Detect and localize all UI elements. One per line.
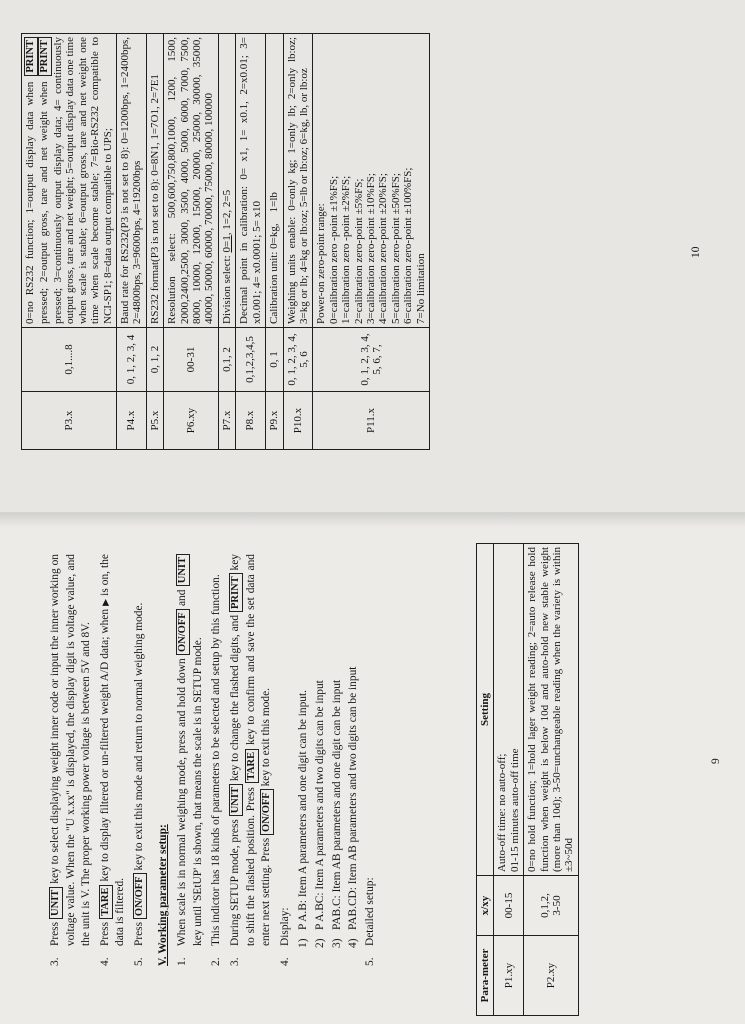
header-value: x/xy (477, 876, 494, 936)
setup-item-4: 4. Display: (278, 907, 291, 966)
setting-cell: Baud rate for RS232(P3 is not set to 8): 0=1200bps, 1=2400bps, 2=4800bps, 3=9600bps, 4=19200bps (117, 34, 147, 328)
section-title: V. Working parameter setup: (156, 824, 169, 966)
table-row (524, 544, 579, 1016)
value-cell: 00-31 (164, 328, 219, 392)
table-row (283, 34, 313, 450)
tare-key-label: TARE (99, 885, 113, 919)
table-row (22, 34, 117, 450)
header-setting: Setting (477, 544, 494, 876)
print-key-label: PRINT (38, 37, 52, 76)
param-cell: P9.x (266, 392, 283, 450)
setting-cell: 0=no hold function; 1=hold lager weight reading; 2=auto release hold function when weight is below 10d and auto-hold new stable weight (more than 10d); 3-50=unchangeable reading when the variety is within ±3~50d (524, 544, 579, 876)
param-cell: P3.x (22, 392, 117, 450)
instruction-item-5: 5. Press ON/OFF key to exit this mode and return to normal weighing mode. (132, 602, 145, 966)
table-row (313, 34, 430, 450)
setting-cell: Auto-off time: no auto-off; 01-15 minutes auto-off time (494, 544, 524, 876)
setting-cell: Division select: 0=1, 1=2, 2=5 (218, 34, 235, 328)
value-cell: 0, 1, 2, 3, 4, 5, 6, 7, (313, 328, 430, 392)
value-cell: 0,1,2, 3-50 (524, 876, 579, 936)
param-cell: P4.x (117, 392, 147, 450)
value-cell: 00-15 (494, 876, 524, 936)
setup-item-5: 5. Detailed setup: (363, 877, 376, 966)
display-subitem: 3) PAB.C: Item AB parameters and one digit can be input (330, 679, 343, 948)
setup-item-3: 3. During SETUP mode, press UNIT key to change the flashed digits, and PRINT key to shift the flashed position. Press TARE key to confirm and save the set data and enter next setting. Press ON/OFF key to exit this mode. (228, 554, 273, 966)
instruction-item-4: 4. Press TARE key to display filtered or un-filtered weight A/D data; when ▶ is on, the data is filtered. (98, 554, 127, 966)
setup-item-1: 1. When scale is in normal weighing mode, press and hold down ON/OFF and UNIT key until 'SEtUP' is shown, that means the scale is in SETUP mode. (175, 554, 206, 966)
tare-key-label: TARE (245, 749, 259, 783)
instructions-block (48, 554, 381, 966)
parameter-table-left (476, 543, 579, 1016)
value-cell: 0,1, 2 (218, 328, 235, 392)
header-parameter: Para-meter (477, 936, 494, 1016)
setting-cell: Resolution select: 500,600,750,800,1000, 1200, 1500, 2000,2400,2500, 3000, 3500, 4000, 5000, 6000, 7000, 7500, 8000, 10000, 12000, 15000, 20000, 25000, 30000, 35000, 40000, 50000, 60000, 70000, 75000, 80000, 100000 (164, 34, 219, 328)
page-number: 9 (710, 758, 722, 764)
table-row (266, 34, 283, 450)
setting-cell: 0=no RS232 function; 1=output display data when PRINT pressed; 2=output gross, tare and net weight when PRINT pressed; 3=continuously output display data; 4= continuously output gross, tare and net weight; 5=output display data one time when scale is stable; 6=output gross, tare and net weight one time when scale become stable; 7=Bio-RS232 compatible to NCI-SP1; 8=data output compatible to UPS; (22, 34, 117, 328)
value-cell: 0, 1 (266, 328, 283, 392)
unit-key-label: UNIT (229, 784, 243, 816)
setting-cell: RS232 format(P3 is not set to 8): 0=8N1, 1=7O1, 2=7E1 (146, 34, 163, 328)
parameter-table-right (21, 33, 430, 450)
display-subitem: 1) P A.B: Item A parameters and one digit can be input. (297, 690, 310, 948)
display-subitem: 2) P A.BC: Item A parameters and two digits can be input (313, 680, 326, 948)
param-cell: P5.x (146, 392, 163, 450)
param-cell: P8.x (236, 392, 266, 450)
value-cell: 0,1....8 (22, 328, 117, 392)
unit-key-label: UNIT (176, 554, 190, 586)
page-9 (0, 512, 745, 1024)
table-row (117, 34, 147, 450)
table-row (236, 34, 266, 450)
table-row (146, 34, 163, 450)
onoff-key-label: ON/OFF (133, 873, 147, 919)
instruction-item-3: 3. Press UNIT key to select displaying weight inner code or input the inner working on voltage value. When the "U x.xx" is displayed, the display digit is voltage value, and the unit is V. The proper working power voltage is between 5V and 8V. (49, 554, 93, 966)
param-cell: P10.x (283, 392, 313, 450)
onoff-key-label: ON/OFF (260, 789, 274, 835)
table-row (164, 34, 219, 450)
page-number: 10 (690, 246, 702, 258)
table-header-row (477, 544, 494, 1016)
setup-item-2: 2. This indictor has 18 kinds of parameters to be selected and setup by this function. (210, 574, 223, 966)
value-cell: 0, 1, 2, 3, 4 (117, 328, 147, 392)
setting-cell: Calibration unit: 0=kg, 1=lb (266, 34, 283, 328)
table-row (494, 544, 524, 1016)
param-cell: P1.xy (494, 936, 524, 1016)
param-cell: P11.x (313, 392, 430, 450)
setting-cell: Decimal point in calibration: 0= x1, 1= x0.1, 2=x0.01; 3= x0.001; 4= x0.0001; 5= x10 (236, 34, 266, 328)
print-key-label: PRINT (24, 37, 38, 76)
param-cell: P7.x (218, 392, 235, 450)
setting-cell: Power-on zero-point range: 0=calibration zero -point ±1%FS; 1=calibration zero -point ±2%FS; 2=calibration zero-point ±5%FS; 3=calibration zero-point ±10%FS; 4=calibration zero-point ±20%FS; 5=calibration zero-point ±50%FS; 6=calibration zero-point ±100%FS; 7=No limitation (313, 34, 430, 328)
value-cell: 0,1,2,3,4,5 (236, 328, 266, 392)
unit-key-label: UNIT (49, 887, 63, 919)
onoff-key-label: ON/OFF (176, 609, 190, 655)
param-cell: P2.xy (524, 936, 579, 1016)
table-row (218, 34, 235, 450)
param-cell: P6.xy (164, 392, 219, 450)
display-subitem: 4) PAB.CD: Item AB parameters and two digits can be input (347, 666, 360, 948)
print-key-label: PRINT (229, 573, 243, 612)
setting-cell: Weighing units enable: 0=only kg; 1=only lb; 2=only lb:oz; 3=kg or lb; 4=kg or lb:oz; 5=lb or lb:oz; 6=kg, lb, or lb:oz (283, 34, 313, 328)
value-cell: 0, 1, 2, 3, 4, 5, 6 (283, 328, 313, 392)
value-cell: 0, 1, 2 (146, 328, 163, 392)
stable-arrow-icon: ▶ (99, 598, 110, 606)
